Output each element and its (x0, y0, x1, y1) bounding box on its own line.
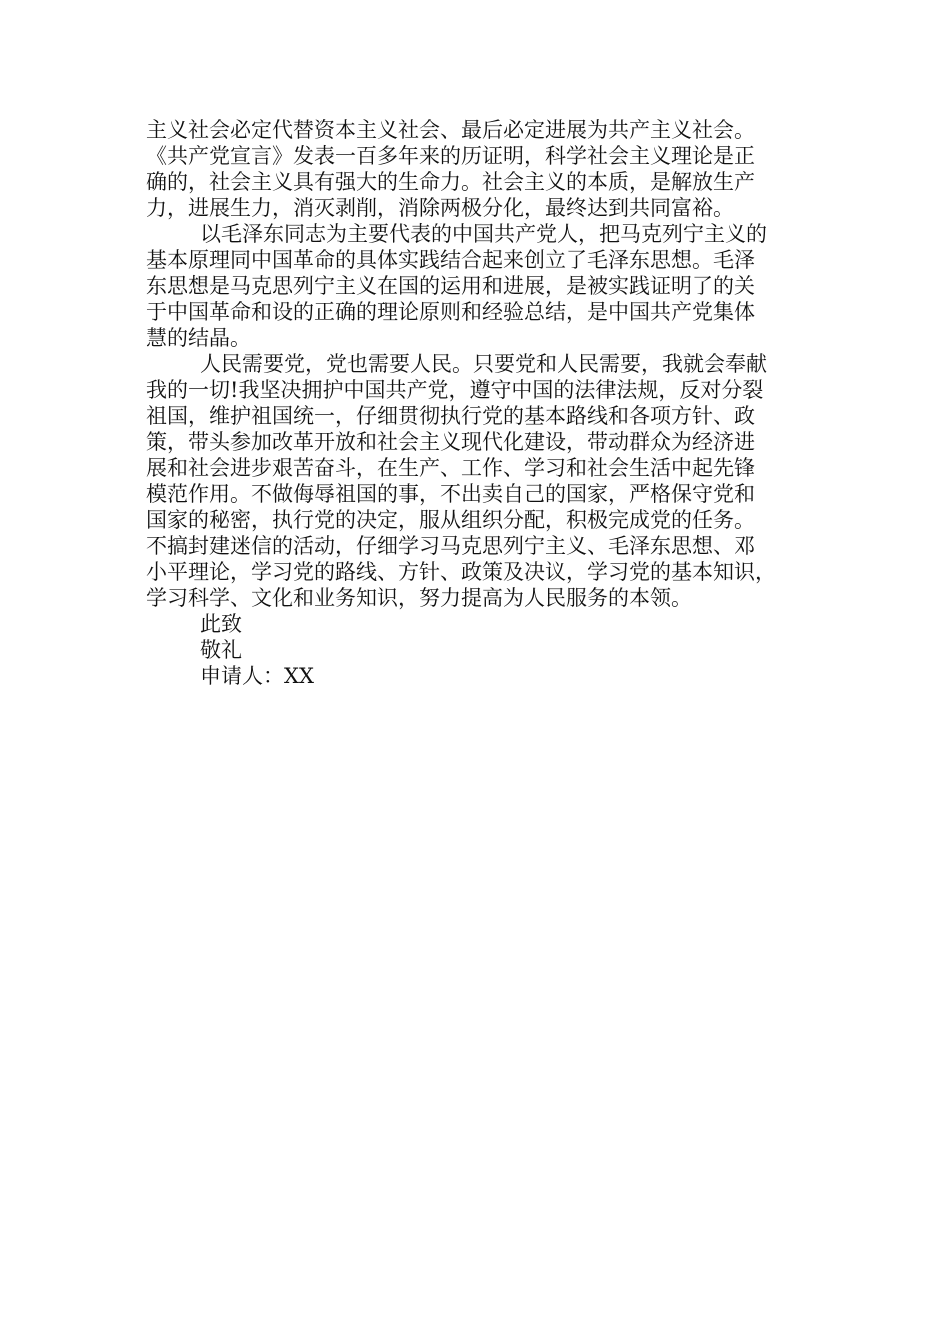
paragraph-line: 东思想是马克思列宁主义在国的运用和进展，是被实践证明了的关 (146, 274, 755, 298)
paragraph-line: 国家的秘密，执行党的决定，服从组织分配，积极完成党的任务。 (146, 508, 755, 532)
paragraph-line: 主义社会必定代替资本主义社会、最后必定进展为共产主义社会。 (146, 118, 755, 142)
paragraph-line: 人民需要党，党也需要人民。只要党和人民需要，我就会奉献 (200, 352, 767, 376)
paragraph-line: 策，带头参加改革开放和社会主义现代化建设，带动群众为经济进 (146, 430, 755, 454)
closing-regards: 敬礼 (200, 638, 242, 662)
applicant-signature: 申请人：XX (200, 664, 314, 688)
paragraph-line: 力，进展生力，消灭剥削，消除两极分化，最终达到共同富裕。 (146, 196, 734, 220)
paragraph-3 (146, 351, 814, 611)
paragraph-1 (146, 117, 814, 221)
paragraph-line: 展和社会进步艰苦奋斗，在生产、工作、学习和社会生活中起先锋 (146, 456, 755, 480)
paragraph-line: 我的一切!我坚决拥护中国共产党，遵守中国的法律法规，反对分裂 (146, 378, 764, 402)
closing-salutation: 此致 (200, 612, 242, 636)
paragraph-line: 模范作用。不做侮辱祖国的事，不出卖自己的国家，严格保守党和 (146, 482, 755, 506)
paragraph-line: 不搞封建迷信的活动，仔细学习马克思列宁主义、毛泽东思想、邓 (146, 534, 755, 558)
paragraph-line: 学习科学、文化和业务知识，努力提高为人民服务的本领。 (146, 586, 692, 610)
paragraph-line: 以毛泽东同志为主要代表的中国共产党人，把马克列宁主义的 (200, 222, 767, 246)
paragraph-line: 慧的结晶。 (146, 326, 251, 350)
paragraph-line: 确的，社会主义具有强大的生命力。社会主义的本质，是解放生产 (146, 170, 755, 194)
paragraph-line: 小平理论，学习党的路线、方针、政策及决议，学习党的基本知识， (146, 560, 776, 584)
paragraph-line: 《共产党宣言》发表一百多年来的历证明，科学社会主义理论是正 (146, 144, 755, 168)
closing-block (146, 611, 814, 689)
paragraph-line: 于中国革命和设的正确的理论原则和经验总结，是中国共产党集体 (146, 300, 755, 324)
document-body (146, 117, 814, 689)
paragraph-2 (146, 221, 814, 351)
paragraph-line: 祖国，维护祖国统一，仔细贯彻执行党的基本路线和各项方针、政 (146, 404, 755, 428)
paragraph-line: 基本原理同中国革命的具体实践结合起来创立了毛泽东思想。毛泽 (146, 248, 755, 272)
